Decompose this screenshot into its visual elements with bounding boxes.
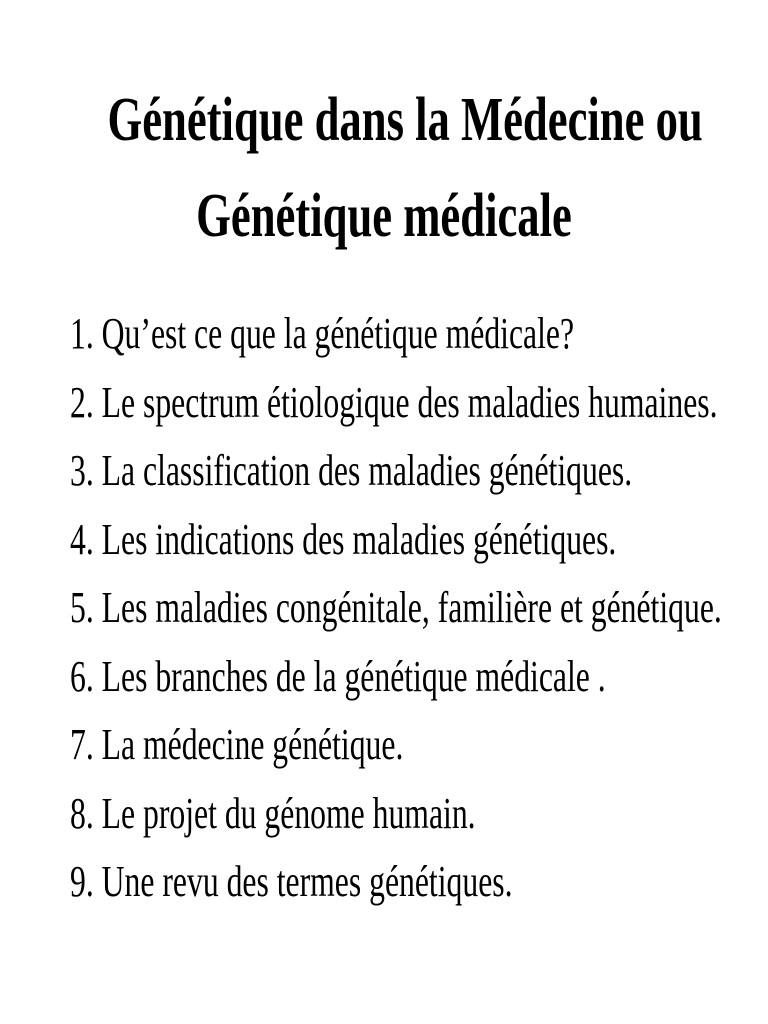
list-item: 1. Qu’est ce que la génétique médicale? [70,309,575,358]
title-line-1: Génétique dans la Médecine ou [107,86,703,154]
list-item: 4. Les indications des maladies génétiques. [70,514,617,564]
page-title [0,72,768,264]
list-item: 9. Une revu des termes génétiques. [70,857,513,906]
list-item: 5. Les maladies congénitale, familière et génétique. [70,583,722,632]
list-item: 8. Le projet du génome humain. [70,788,476,838]
title-line-2: Génétique médicale [196,182,572,250]
list-item: 7. La médecine génétique. [70,720,404,769]
list-item: 3. La classification des maladies génétiques. [70,446,633,495]
topic-list [70,300,768,917]
list-item: 2. Le spectrum étiologique des maladies humaines. [70,377,718,427]
list-item: 6. Les branches de la génétique médicale . [70,651,606,701]
